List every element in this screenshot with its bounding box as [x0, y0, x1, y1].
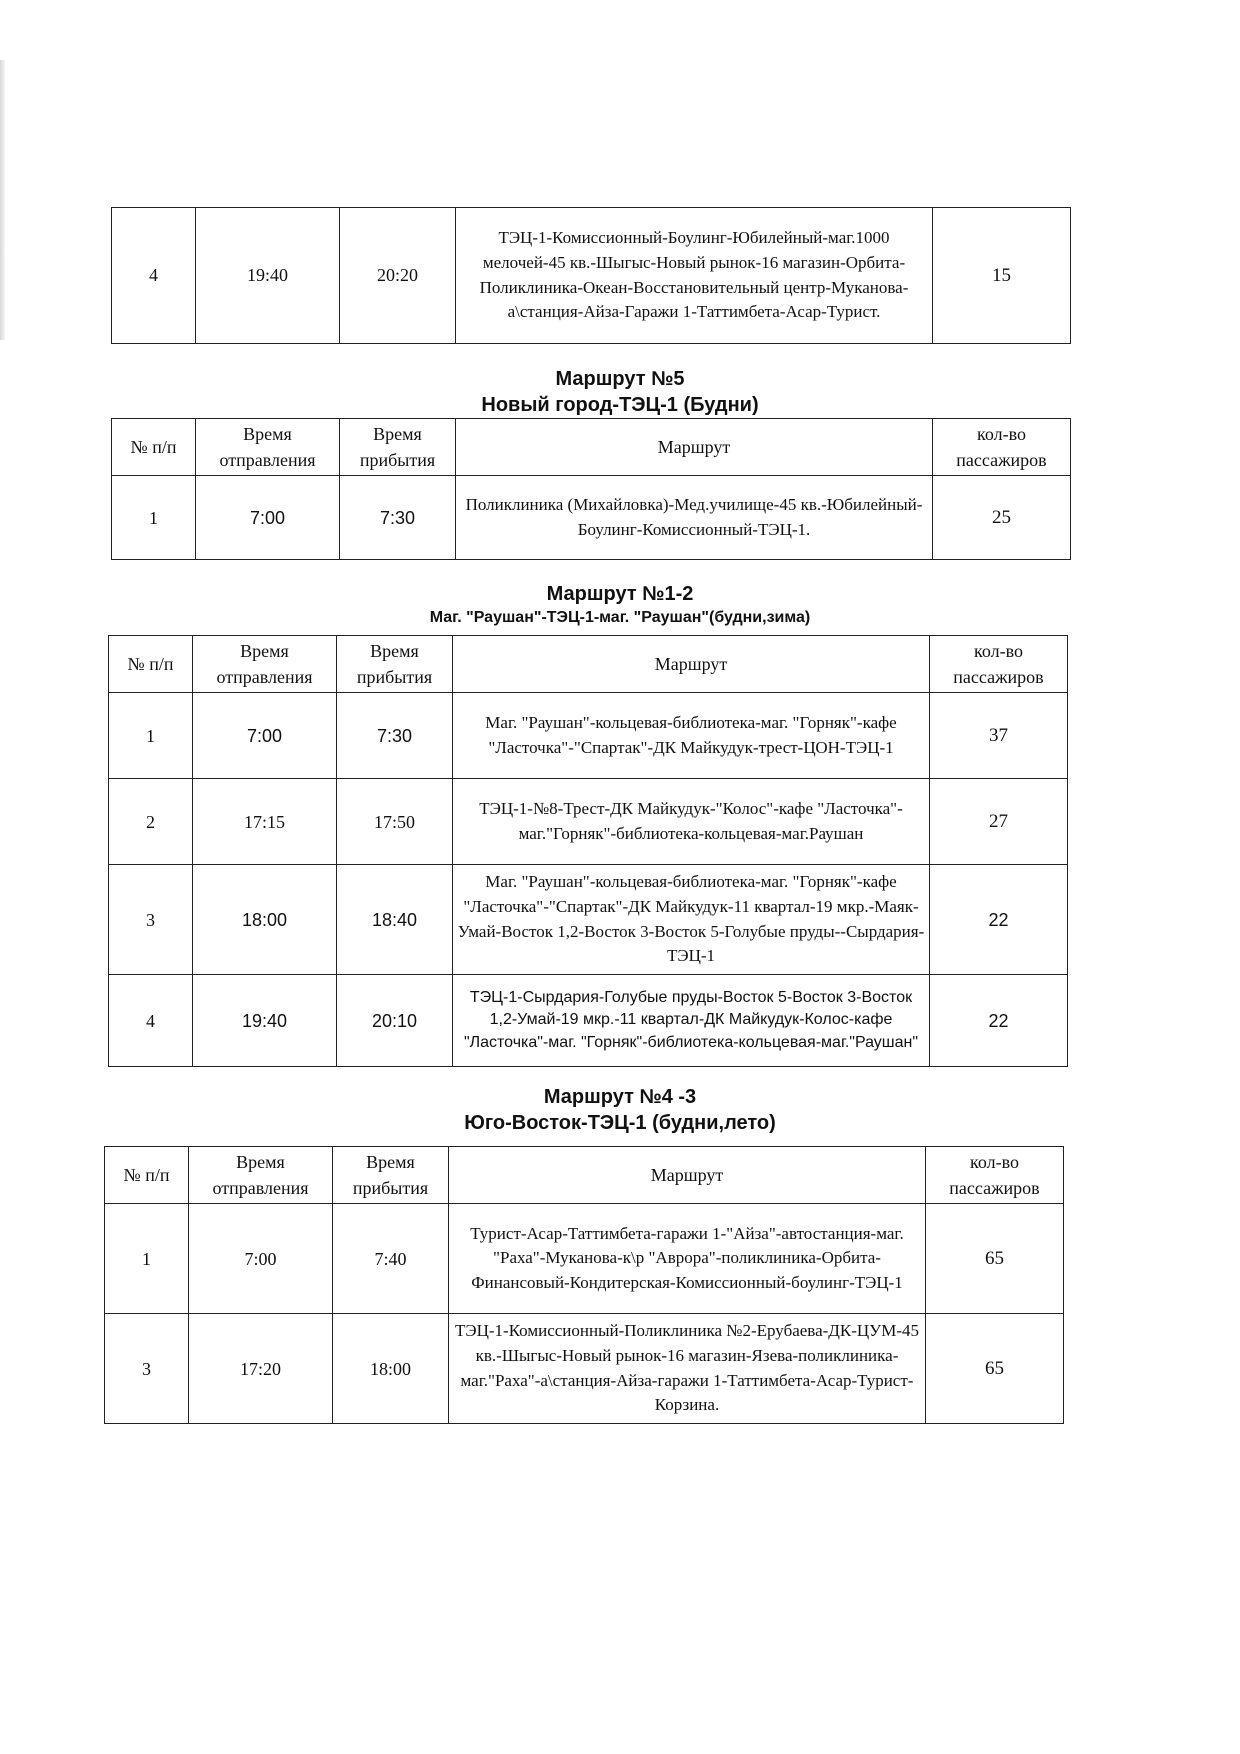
passenger-count: 27 — [930, 779, 1068, 865]
table-row — [109, 779, 1068, 865]
departure-time: 17:15 — [193, 779, 337, 865]
passenger-count: 37 — [930, 693, 1068, 779]
header-departure: Время отправления — [189, 1147, 333, 1204]
arrival-time: 20:10 — [337, 975, 453, 1067]
header-arrival: Время прибытия — [333, 1147, 449, 1204]
departure-time: 19:40 — [196, 208, 340, 344]
route-4-3-table — [104, 1146, 1064, 1424]
row-number: 1 — [105, 1204, 189, 1314]
continuation-schedule-table — [111, 207, 1071, 344]
table-header-row — [105, 1147, 1064, 1204]
header-route: Маршрут — [456, 419, 933, 476]
route-5-table — [111, 418, 1071, 560]
route-1-2-table — [108, 635, 1068, 1067]
header-passengers: кол-во пассажиров — [930, 636, 1068, 693]
arrival-time: 18:00 — [333, 1314, 449, 1424]
arrival-time: 17:50 — [337, 779, 453, 865]
passenger-count: 15 — [933, 208, 1071, 344]
table-header-row — [112, 419, 1071, 476]
row-number: 1 — [109, 693, 193, 779]
table-row — [105, 1204, 1064, 1314]
header-route: Маршрут — [453, 636, 930, 693]
route-description: ТЭЦ-1-Комиссионный-Поликлиника №2-Ерубаева-ДК-ЦУМ-45 кв.-Шыгыс-Новый рынок-16 магазин-Язева-поликлиника-маг."Раха"-а\станция-Айза-гаражи 1-Таттимбета-Асар-Турист-Корзина. — [449, 1314, 926, 1424]
section-subtitle: Новый город-ТЭЦ-1 (Будни) — [481, 394, 759, 416]
arrival-time: 7:40 — [333, 1204, 449, 1314]
section-title: Маршрут №4 -3 — [543, 1086, 697, 1108]
route-description: ТЭЦ-1-Комиссионный-Боулинг-Юбилейный-маг.1000 мелочей-45 кв.-Шыгыс-Новый рынок-16 магазин-Орбита-Поликлиника-Океан-Восстановительный центр-Муканова-а\станция-Айза-Гаражи 1-Таттимбета-Асар-Турист. — [456, 208, 933, 344]
header-departure: Время отправления — [193, 636, 337, 693]
departure-time: 7:00 — [193, 693, 337, 779]
table-header-row — [109, 636, 1068, 693]
row-number: 3 — [109, 865, 193, 975]
section-subtitle: Маг. "Раушан"-ТЭЦ-1-маг. "Раушан"(будни,зима) — [429, 609, 811, 626]
table-row — [112, 476, 1071, 560]
table-row — [109, 865, 1068, 975]
route-4-3-heading — [0, 1084, 1240, 1136]
header-num: № п/п — [112, 419, 196, 476]
arrival-time: 7:30 — [340, 476, 456, 560]
header-arrival: Время прибытия — [337, 636, 453, 693]
header-route: Маршрут — [449, 1147, 926, 1204]
header-passengers: кол-во пассажиров — [933, 419, 1071, 476]
route-description: ТЭЦ-1-№8-Трест-ДК Майкудук-"Колос"-кафе "Ласточка"-маг."Горняк"-библиотека-кольцевая-маг.Раушан — [453, 779, 930, 865]
row-number: 4 — [112, 208, 196, 344]
header-arrival: Время прибытия — [340, 419, 456, 476]
table-row — [109, 693, 1068, 779]
header-num: № п/п — [105, 1147, 189, 1204]
departure-time: 7:00 — [189, 1204, 333, 1314]
passenger-count: 65 — [926, 1204, 1064, 1314]
arrival-time: 7:30 — [337, 693, 453, 779]
passenger-count: 22 — [930, 975, 1068, 1067]
scan-edge-artifact — [0, 60, 5, 340]
route-description: Турист-Асар-Таттимбета-гаражи 1-"Айза"-автостанция-маг. "Раха"-Муканова-к\р "Аврора"-поликлиника-Орбита-Финансовый-Кондитерская-Комиссионный-боулинг-ТЭЦ-1 — [449, 1204, 926, 1314]
header-passengers: кол-во пассажиров — [926, 1147, 1064, 1204]
route-description: Поликлиника (Михайловка)-Мед.училище-45 кв.-Юбилейный-Боулинг-Комиссионный-ТЭЦ-1. — [456, 476, 933, 560]
route-description: ТЭЦ-1-Сырдария-Голубые пруды-Восток 5-Восток 3-Восток 1,2-Умай-19 мкр.-11 квартал-ДК Майкудук-Колос-кафе "Ласточка"-маг. "Горняк"-библиотека-кольцевая-маг."Раушан" — [453, 975, 930, 1067]
departure-time: 19:40 — [193, 975, 337, 1067]
arrival-time: 20:20 — [340, 208, 456, 344]
section-subtitle: Юго-Восток-ТЭЦ-1 (будни,лето) — [464, 1112, 776, 1134]
table-row — [105, 1314, 1064, 1424]
passenger-count: 65 — [926, 1314, 1064, 1424]
departure-time: 18:00 — [193, 865, 337, 975]
route-description: Маг. "Раушан"-кольцевая-библиотека-маг. "Горняк"-кафе "Ласточка"-"Спартак"-ДК Майкудук-трест-ЦОН-ТЭЦ-1 — [453, 693, 930, 779]
row-number: 4 — [109, 975, 193, 1067]
row-number: 2 — [109, 779, 193, 865]
section-title: Маршрут №5 — [555, 368, 685, 390]
passenger-count: 22 — [930, 865, 1068, 975]
header-departure: Время отправления — [196, 419, 340, 476]
table-row — [112, 208, 1071, 344]
arrival-time: 18:40 — [337, 865, 453, 975]
departure-time: 17:20 — [189, 1314, 333, 1424]
header-num: № п/п — [109, 636, 193, 693]
table-row — [109, 975, 1068, 1067]
departure-time: 7:00 — [196, 476, 340, 560]
route-1-2-heading — [0, 581, 1240, 629]
route-description: Маг. "Раушан"-кольцевая-библиотека-маг. "Горняк"-кафе "Ласточка"-"Спартак"-ДК Майкудук-11 квартал-19 мкр.-Маяк-Умай-Восток 1,2-Восток 3-Восток 5-Голубые пруды--Сырдария-ТЭЦ-1 — [453, 865, 930, 975]
route-5-heading — [0, 366, 1240, 418]
row-number: 3 — [105, 1314, 189, 1424]
row-number: 1 — [112, 476, 196, 560]
passenger-count: 25 — [933, 476, 1071, 560]
section-title: Маршрут №1-2 — [546, 583, 694, 605]
